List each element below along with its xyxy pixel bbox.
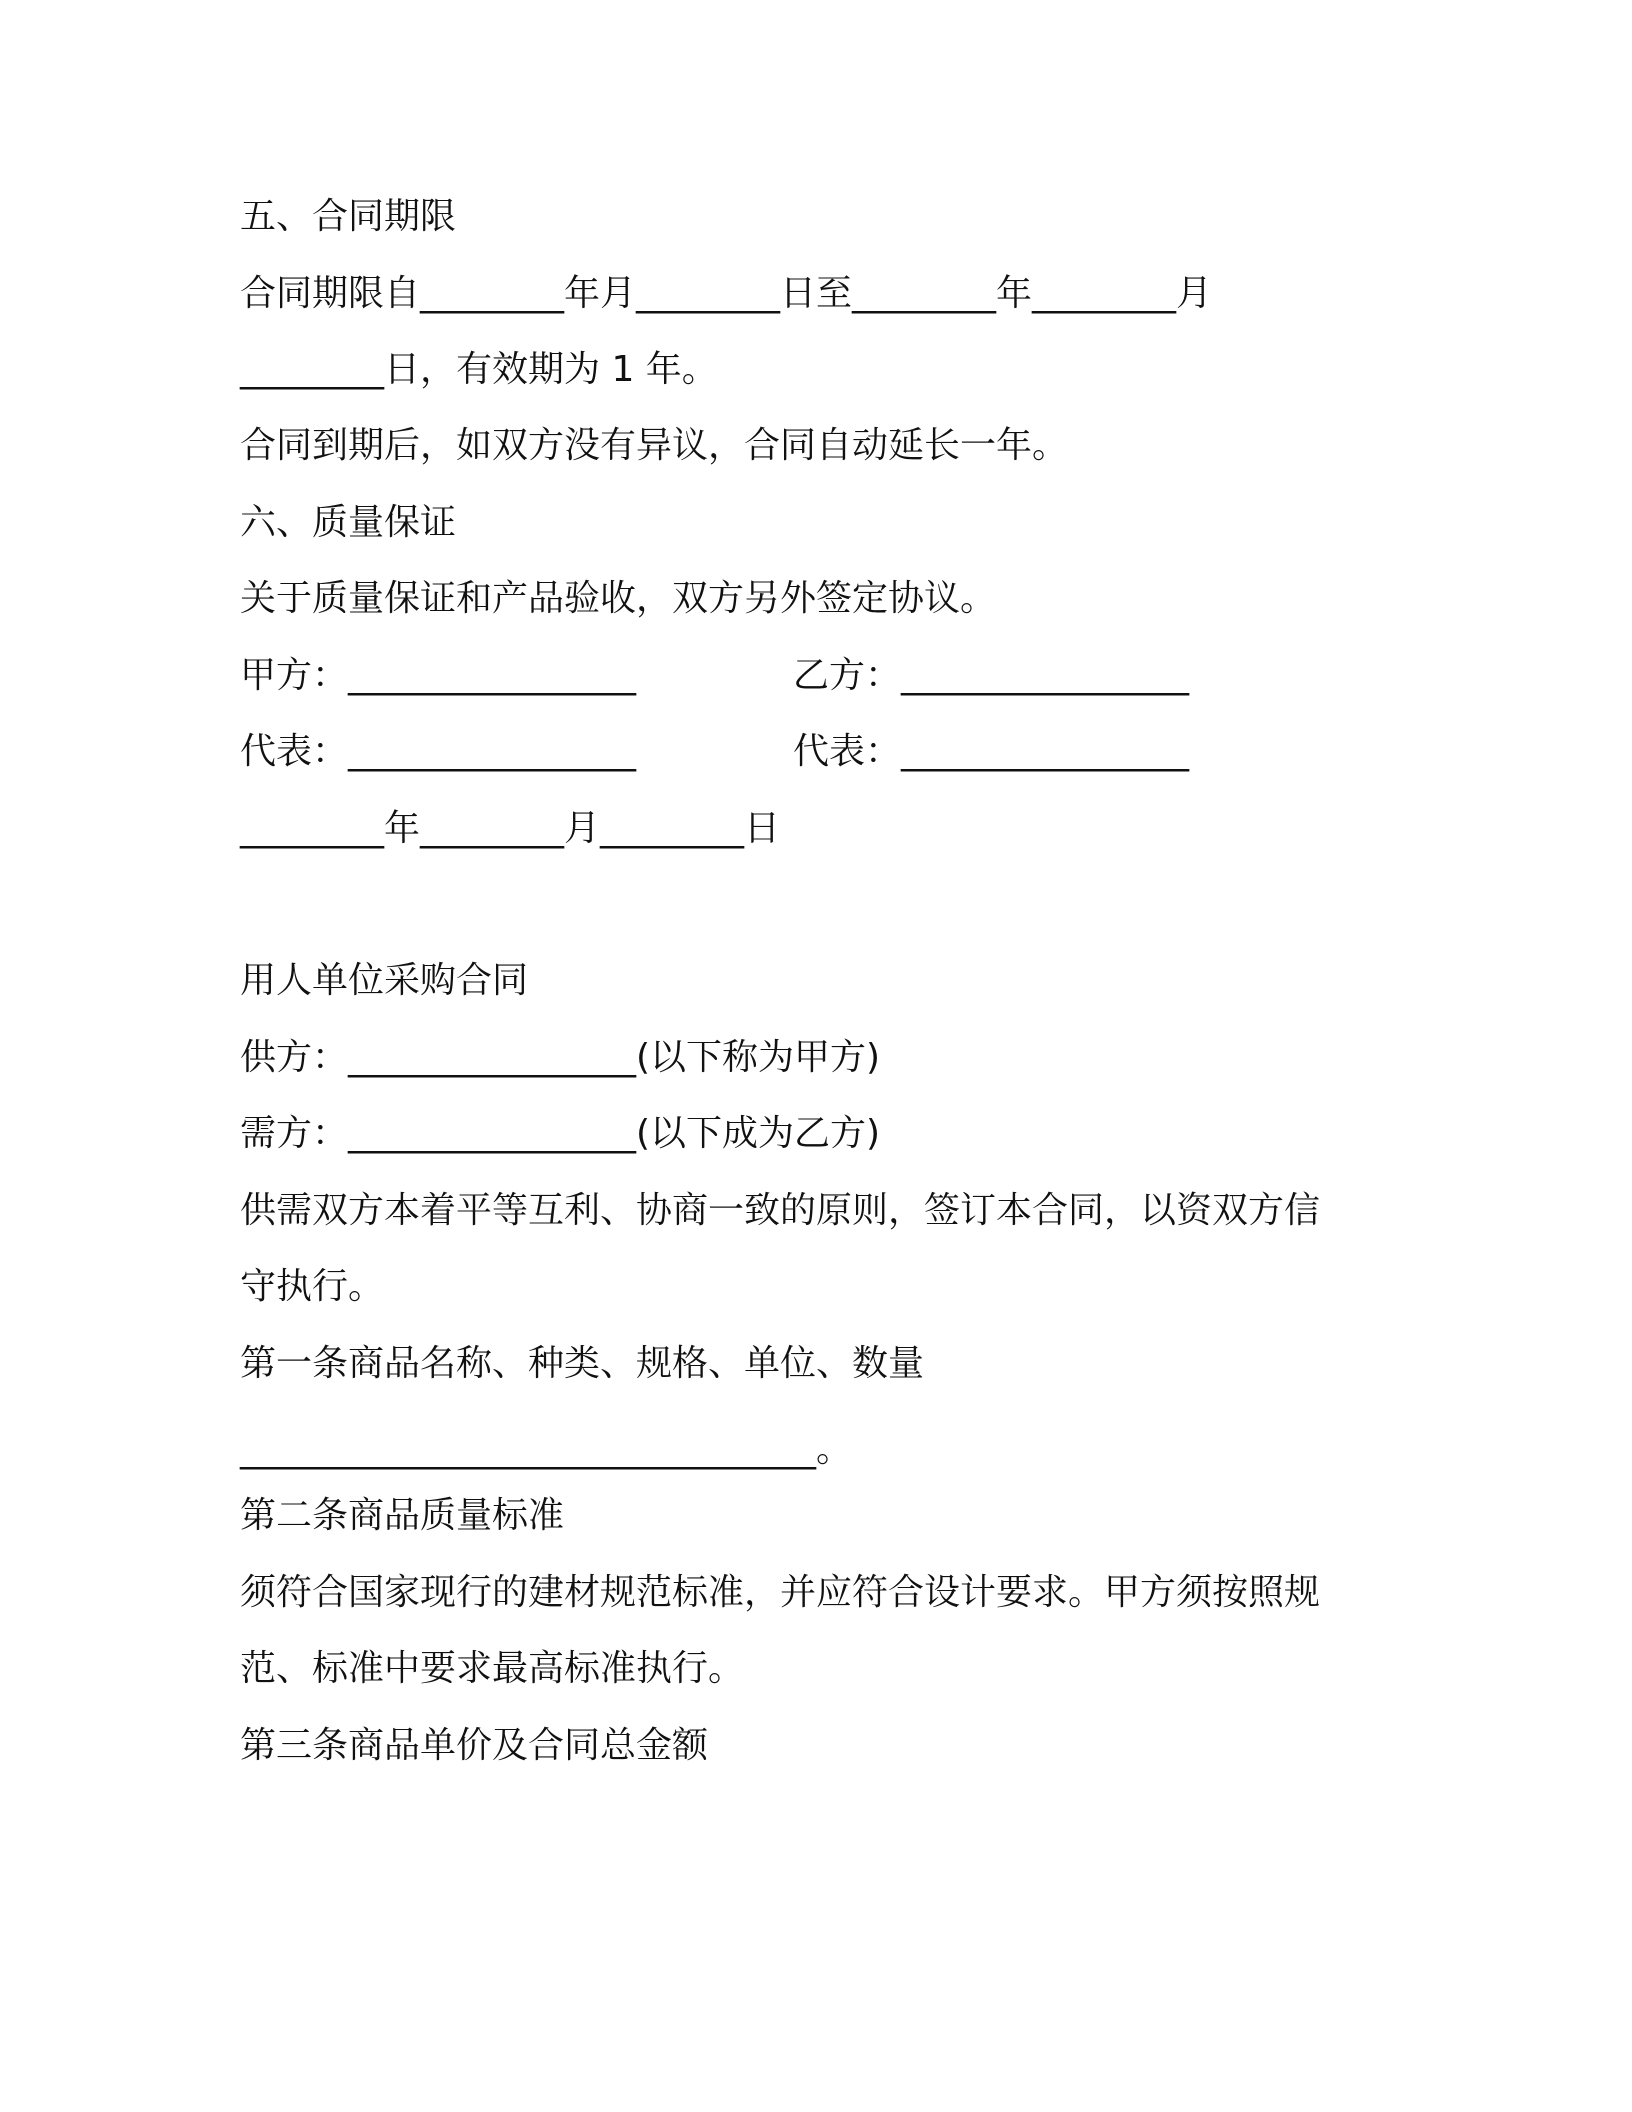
article-3-heading: 第三条商品单价及合同总金额: [240, 1725, 709, 1766]
article-2-text-1: 须符合国家现行的建材规范标准，并应符合设计要求。甲方须按照规: [240, 1572, 1321, 1613]
party-b-signature: 乙方：________________: [793, 655, 1190, 696]
auto-extend-line: 合同到期后，如双方没有异议，合同自动延长一年。: [240, 425, 1069, 466]
preamble-line-2: 守执行。: [240, 1266, 385, 1307]
buyer-line: 需方：________________(以下成为乙方): [240, 1113, 881, 1154]
article-2-heading: 第二条商品质量标准: [240, 1495, 565, 1536]
party-a-signature: 甲方：________________: [240, 655, 637, 696]
article-2-text-2: 范、标准中要求最高标准执行。: [240, 1648, 745, 1689]
party-b-representative: 代表：________________: [793, 731, 1190, 772]
section-heading-contract-term: 五、合同期限: [240, 196, 457, 237]
supplier-line: 供方：________________(以下称为甲方): [240, 1037, 881, 1078]
article-1-heading: 第一条商品名称、种类、规格、单位、数量: [240, 1343, 925, 1384]
quality-agreement-line: 关于质量保证和产品验收，双方另外签定协议。: [240, 578, 997, 619]
contract-title: 用人单位采购合同: [240, 960, 529, 1001]
article-1-blank: ________________________________。: [240, 1429, 852, 1470]
contract-term-line: 合同期限自________年月________日至________年________月: [240, 273, 1213, 314]
section-heading-quality: 六、质量保证: [240, 502, 457, 543]
party-a-representative: 代表：________________: [240, 731, 637, 772]
validity-line: ________日，有效期为 1 年。: [240, 349, 718, 390]
signing-date-line: ________年________月________日: [240, 808, 780, 849]
preamble-line-1: 供需双方本着平等互利、协商一致的原则，签订本合同，以资双方信: [240, 1190, 1321, 1231]
